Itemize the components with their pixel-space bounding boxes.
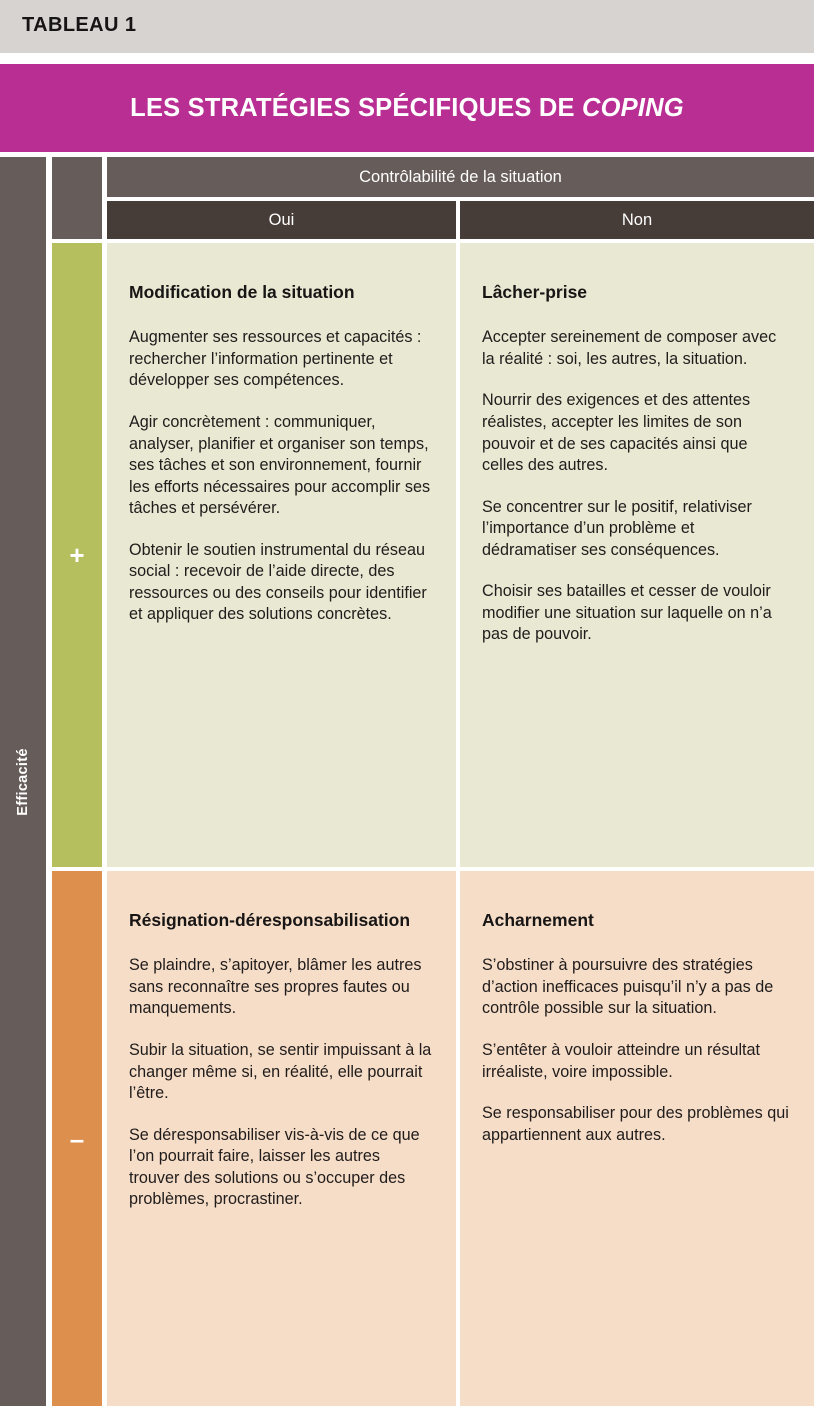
cell-title: Acharnement [482,910,594,930]
table-cell-negative-non [460,871,814,1406]
cell-paragraph: S’entêter à vouloir atteindre un résultat irréaliste, voire impossible. [482,1041,761,1081]
page-title [130,94,684,123]
column-header-oui [107,201,456,239]
column-header-oui-label: Oui [268,210,295,229]
cell-paragraph: S’obstiner à poursuivre des stratégies d’action inefficaces puisqu’il n’y a pas de contrôle possible sur la situation. [482,956,774,1018]
cell-title: Lâcher-prise [482,282,588,302]
cell-paragraph: Se déresponsabiliser vis-à-vis de ce que l’on pourrait faire, laisser les autres trouver des solutions ou s’occuper des problèmes, procrastiner. [129,1125,420,1209]
minus-icon: – [69,1123,85,1154]
cell-paragraph: Augmenter ses ressources et capacités : rechercher l’information pertinente et développer ses compétences. [129,328,422,390]
figure-number-label: TABLEAU 1 [22,14,137,36]
row-axis-strip [0,157,46,1406]
cell-paragraph: Agir concrètement : communiquer, analyser, planifier et organiser son temps, ses tâches et son environnement, fournir les efforts nécessaires pour accomplir ses tâches et persévérer. [129,413,431,518]
table-cell-positive-non [460,243,814,867]
table-cell-negative-oui [107,871,456,1406]
column-group-header [107,157,814,197]
cell-paragraph: Accepter sereinement de composer avec la réalité : soi, les autres, la situation. [482,328,777,368]
table-cell-positive-oui [107,243,456,867]
page-title-main: LES STRATÉGIES SPÉCIFIQUES DE [130,93,583,122]
plus-icon: + [69,540,85,570]
cell-paragraph: Se plaindre, s’apitoyer, blâmer les autres sans reconnaître ses propres fautes ou manquements. [129,956,422,1018]
column-header-non-label: Non [621,210,653,229]
cell-title: Résignation-déresponsabilisation [129,910,411,930]
cell-paragraph: Se responsabiliser pour des problèmes qui appartiennent aux autres. [482,1104,789,1144]
cell-paragraph: Subir la situation, se sentir impuissant à la changer même si, en réalité, elle pourrait l’être. [129,1041,432,1103]
row-sign-positive [52,243,102,867]
figure-banner [0,0,814,53]
figure-title-bar [0,64,814,152]
cell-paragraph: Choisir ses batailles et cesser de vouloir modifier une situation sur laquelle on n’a pas de pouvoir. [482,582,772,644]
cell-paragraph: Se concentrer sur le positif, relativiser l’importance d’un problème et dédramatiser ses conséquences. [482,497,752,559]
column-group-header-label: Contrôlabilité de la situation [359,167,562,186]
cell-paragraph: Obtenir le soutien instrumental du réseau social : recevoir de l’aide directe, des ressources ou des conseils pour identifier et appliquer des solutions concrètes. [129,540,427,624]
sign-column-header-spacer [52,157,102,239]
row-axis-label: Efficacité [15,747,31,816]
row-sign-negative [52,871,102,1406]
page-title-emphasis: COPING [582,93,684,122]
cell-paragraph: Nourrir des exigences et des attentes réalistes, accepter les limites de son pouvoir et de ses capacités ainsi que celles des autres. [482,391,751,475]
column-header-non [460,201,814,239]
cell-title: Modification de la situation [129,282,355,302]
